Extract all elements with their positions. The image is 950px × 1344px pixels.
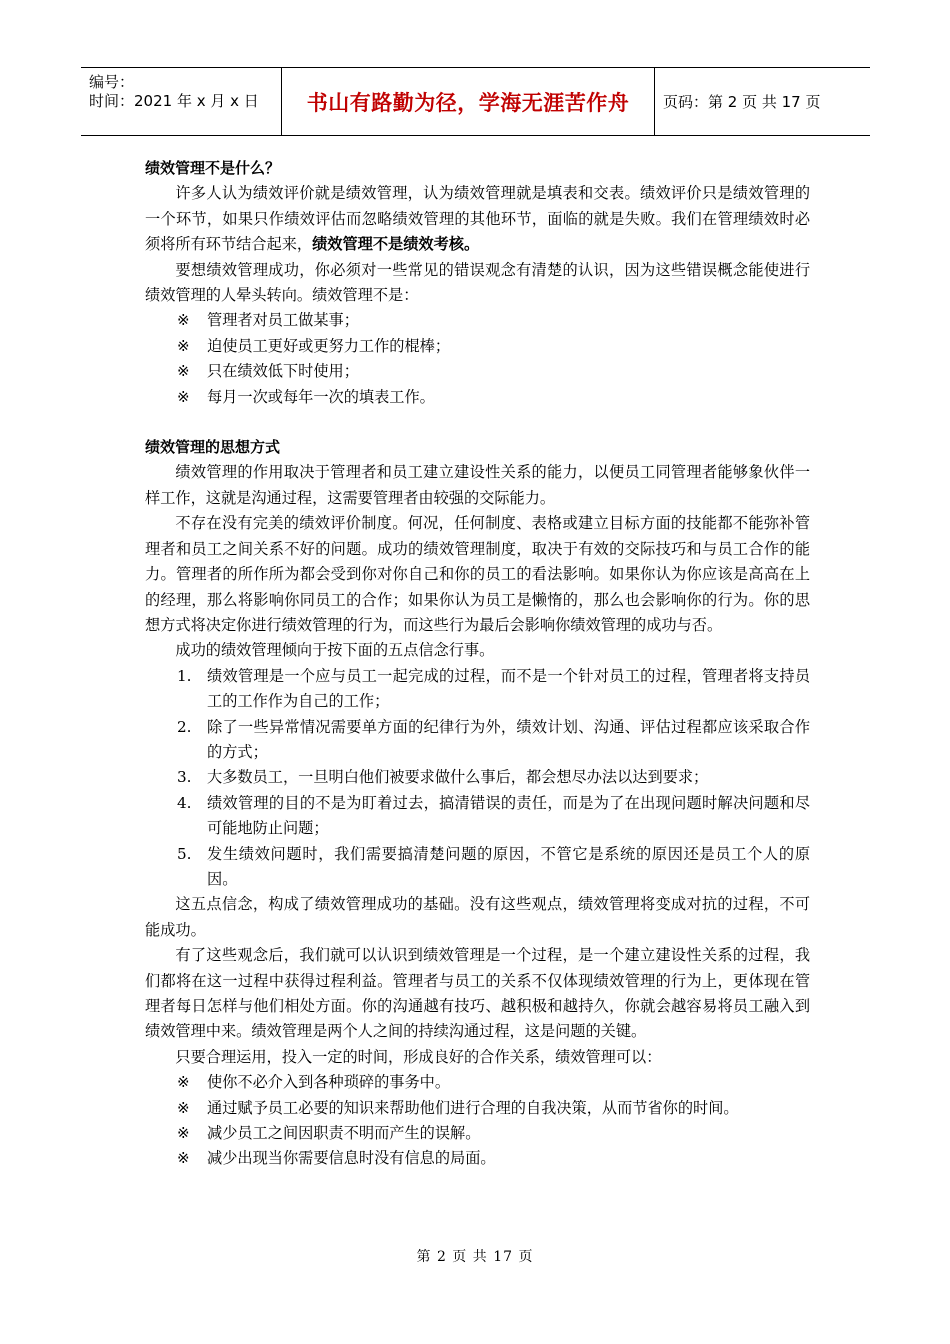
serial-label: 编号： xyxy=(89,73,135,91)
paragraph: 只要合理运用，投入一定的时间，形成良好的合作关系，绩效管理可以： xyxy=(175,1047,662,1066)
list-item: ※ 管理者对员工做某事； xyxy=(145,308,810,333)
reference-mark-icon: ※ xyxy=(177,1149,190,1168)
reference-mark-icon: ※ xyxy=(177,1073,190,1092)
list-item: ※ 减少员工之间因职责不明而产生的误解。 xyxy=(145,1121,810,1146)
date-label: 时间：2021 年 x 月 x 日 xyxy=(89,92,259,110)
paragraph: 要想绩效管理成功，你必须对一些常见的错误观念有清楚的认识，因为这些错误概念能使进行绩效管理的人晕头转向。绩效管理不是： xyxy=(145,260,810,305)
list-item: ※ 每月一次或每年一次的填表工作。 xyxy=(145,385,810,410)
header-left-cell xyxy=(81,68,282,135)
list-item: ※ 减少出现当你需要信息时没有信息的局面。 xyxy=(145,1146,810,1171)
reference-mark-icon: ※ xyxy=(177,311,190,330)
numbered-item: 3. 大多数员工，一旦明白他们被要求做什么事后，都会想尽办法以达到要求； xyxy=(177,768,709,787)
header-page-info: 页码：第 2 页 共 17 页 xyxy=(663,93,821,111)
paragraph: 许多人认为绩效评价就是绩效管理，认为绩效管理就是填表和交表。绩效评价只是绩效管理的一个环节，如果只作绩效评估而忽略绩效管理的其他环节，面临的就是失败。我们在管理绩效时必须将所有环节结合起来，绩效管理不是绩效考核。 xyxy=(145,184,810,254)
paragraph: 不存在没有完美的绩效评价制度。何况，任何制度、表格或建立目标方面的技能都不能弥补管理者和员工之间关系不好的问题。成功的绩效管理制度，取决于有效的交际技巧和与员工合作的能力。管理者的所作所为都会受到你对你自己和你的员工的看法影响。如果你认为你应该是高高在上的经理，那么将影响你同员工的合作；如果你认为员工是懒惰的，那么也会影响你的行为。你的思想方式将决定你进行绩效管理的行为，而这些行为最后会影响你绩效管理的成功与否。 xyxy=(145,514,810,634)
list-item: ※ 迫使员工更好或更努力工作的棍棒； xyxy=(145,334,810,359)
header-motto: 书山有路勤为径，学海无涯苦作舟 xyxy=(282,68,655,135)
reference-mark-icon: ※ xyxy=(177,387,190,406)
reference-mark-icon: ※ xyxy=(177,1098,190,1117)
list-item: ※ 只在绩效低下时使用； xyxy=(145,359,810,384)
list-item: ※ 使你不必介入到各种琐碎的事务中。 xyxy=(145,1070,810,1095)
numbered-item: 1. 绩效管理是一个应与员工一起完成的过程，而不是一个针对员工的过程，管理者将支持员工的工作作为自己的工作； xyxy=(177,666,810,711)
numbered-item: 5. 发生绩效问题时，我们需要搞清楚问题的原因，不管它是系统的原因还是员工个人的原因。 xyxy=(177,844,810,888)
paragraph: 成功的绩效管理倾向于按下面的五点信念行事。 xyxy=(175,641,495,660)
list-item: ※ 通过赋予员工必要的知识来帮助他们进行合理的自我决策，从而节省你的时间。 xyxy=(145,1096,810,1121)
page-footer: 第 2 页 共 17 页 xyxy=(416,1249,534,1265)
document-body xyxy=(145,156,810,1172)
reference-mark-icon: ※ xyxy=(177,362,190,381)
paragraph: 绩效管理的作用取决于管理者和员工建立建设性关系的能力，以便员工同管理者能够象伙伴一样工作，这就是沟通过程，这需要管理者由较强的交际能力。 xyxy=(145,463,810,507)
reference-mark-icon: ※ xyxy=(177,336,190,355)
reference-mark-icon: ※ xyxy=(177,1124,190,1143)
numbered-item: 2. 除了一些异常情况需要单方面的纪律行为外，绩效计划、沟通、评估过程都应该采取合作的方式； xyxy=(177,717,810,761)
section-title-not: 绩效管理不是什么？ xyxy=(145,159,281,177)
section-title-mindset: 绩效管理的思想方式 xyxy=(145,438,281,457)
paragraph: 这五点信念，构成了绩效管理成功的基础。没有这些观点，绩效管理将变成对抗的过程，不可能成功。 xyxy=(145,895,810,939)
page-header xyxy=(81,67,870,136)
numbered-item: 4. 绩效管理的目的不是为盯着过去，搞清错误的责任，而是为了在出现问题时解决问题和尽可能地防止问题； xyxy=(177,793,810,838)
bold-phrase: 绩效管理不是绩效考核。 xyxy=(312,235,480,254)
paragraph: 有了这些观念后，我们就可以认识到绩效管理是一个过程，是一个建立建设性关系的过程，我们都将在这一过程中获得过程利益。管理者与员工的关系不仅体现绩效管理的行为上，更体现在管理者每日怎样与他们相处方面。你的沟通越有技巧、越积极和越持久，你就会越容易将员工融入到绩效管理中来。绩效管理是两个人之间的持续沟通过程，这是问题的关键。 xyxy=(145,946,810,1041)
